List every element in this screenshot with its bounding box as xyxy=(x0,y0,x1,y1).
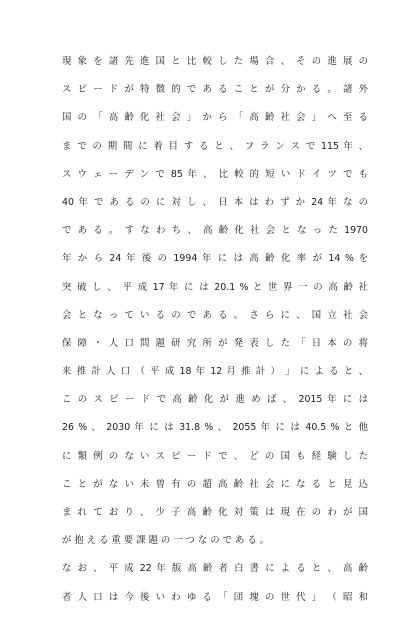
text-line: 来 推 計 人 口 （ 平 成 18 年 12 月 推 計 ） 」 に よ る と 、 xyxy=(62,366,368,378)
text-line: 突 破 し 、 平 成 17 年 に は 20.1 % と 世 界 一 の 高 齢 社 xyxy=(62,281,368,293)
text-line: ま れ て お り 、 少 子 高 齢 化 対 策 は 現 在 の わ が 国 xyxy=(62,507,368,518)
text-line: な お 、 平 成 22 年 版 高 齢 者 白 書 に よ る と 、 高 齢 xyxy=(62,563,368,575)
text-line: が 抱 え る 重 要 課 題 の 一 つ な の で あ る 。 xyxy=(62,535,270,547)
text-line: 40 年 で あ る の に 対 し 、 日 本 は わ ず か 24 年 な の xyxy=(62,196,368,208)
text-line: ス ピ ー ド が 特 徴 的 で あ る こ と が 分 か る 。 諸 外 xyxy=(62,84,368,96)
text-line: ス ウ ェ ー デ ン で 85 年 、 比 較 的 短 い ド イ ツ で も xyxy=(62,168,368,180)
text-line: こ と が な い 未 曾 有 の 超 高 齢 社 会 に な る と 見 込 xyxy=(62,478,368,490)
text-line: 現 象 を 諸 先 進 国 と 比 較 し た 場 合 、 そ の 進 展 の xyxy=(62,56,368,67)
text-line: 会 と な っ て い る の で あ る 。 さ ら に 、 国 立 社 会 xyxy=(62,309,368,321)
text-line: に 類 例 の な い ス ピ ー ド で 、 ど の 国 も 経 験 し た xyxy=(62,450,368,462)
text-line: 保 障 ・ 人 口 問 題 研 究 所 が 発 表 し た 「 日 本 の 将 xyxy=(62,337,368,349)
text-line: で あ る 。 す な わ ち 、 高 齢 化 社 会 と な っ た 1970 xyxy=(62,225,368,237)
text-line: 年 か ら 24 年 後 の 1994 年 に は 高 齢 化 率 が 14 % を xyxy=(62,253,368,265)
text-line: 者 人 口 は 今 後 い わ ゆ る 「 団 塊 の 世 代 」 （ 昭 和 xyxy=(62,591,368,603)
body-text xyxy=(62,53,368,617)
text-line: こ の ス ピ ー ド で 高 齢 化 が 進 め ば 、 2015 年 に は xyxy=(62,394,368,406)
text-line: 26 % 、 2030 年 に は 31.8 % 、 2055 年 に は 40.5 % と 他 xyxy=(62,422,368,434)
text-line: ま で の 期 間 に 着 目 す る と 、 フ ラ ン ス で 115 年 、 xyxy=(62,140,368,152)
text-line: 国 の 「 高 齢 化 社 会 」 か ら 「 高 齢 社 会 」 へ 至 る xyxy=(62,112,368,124)
